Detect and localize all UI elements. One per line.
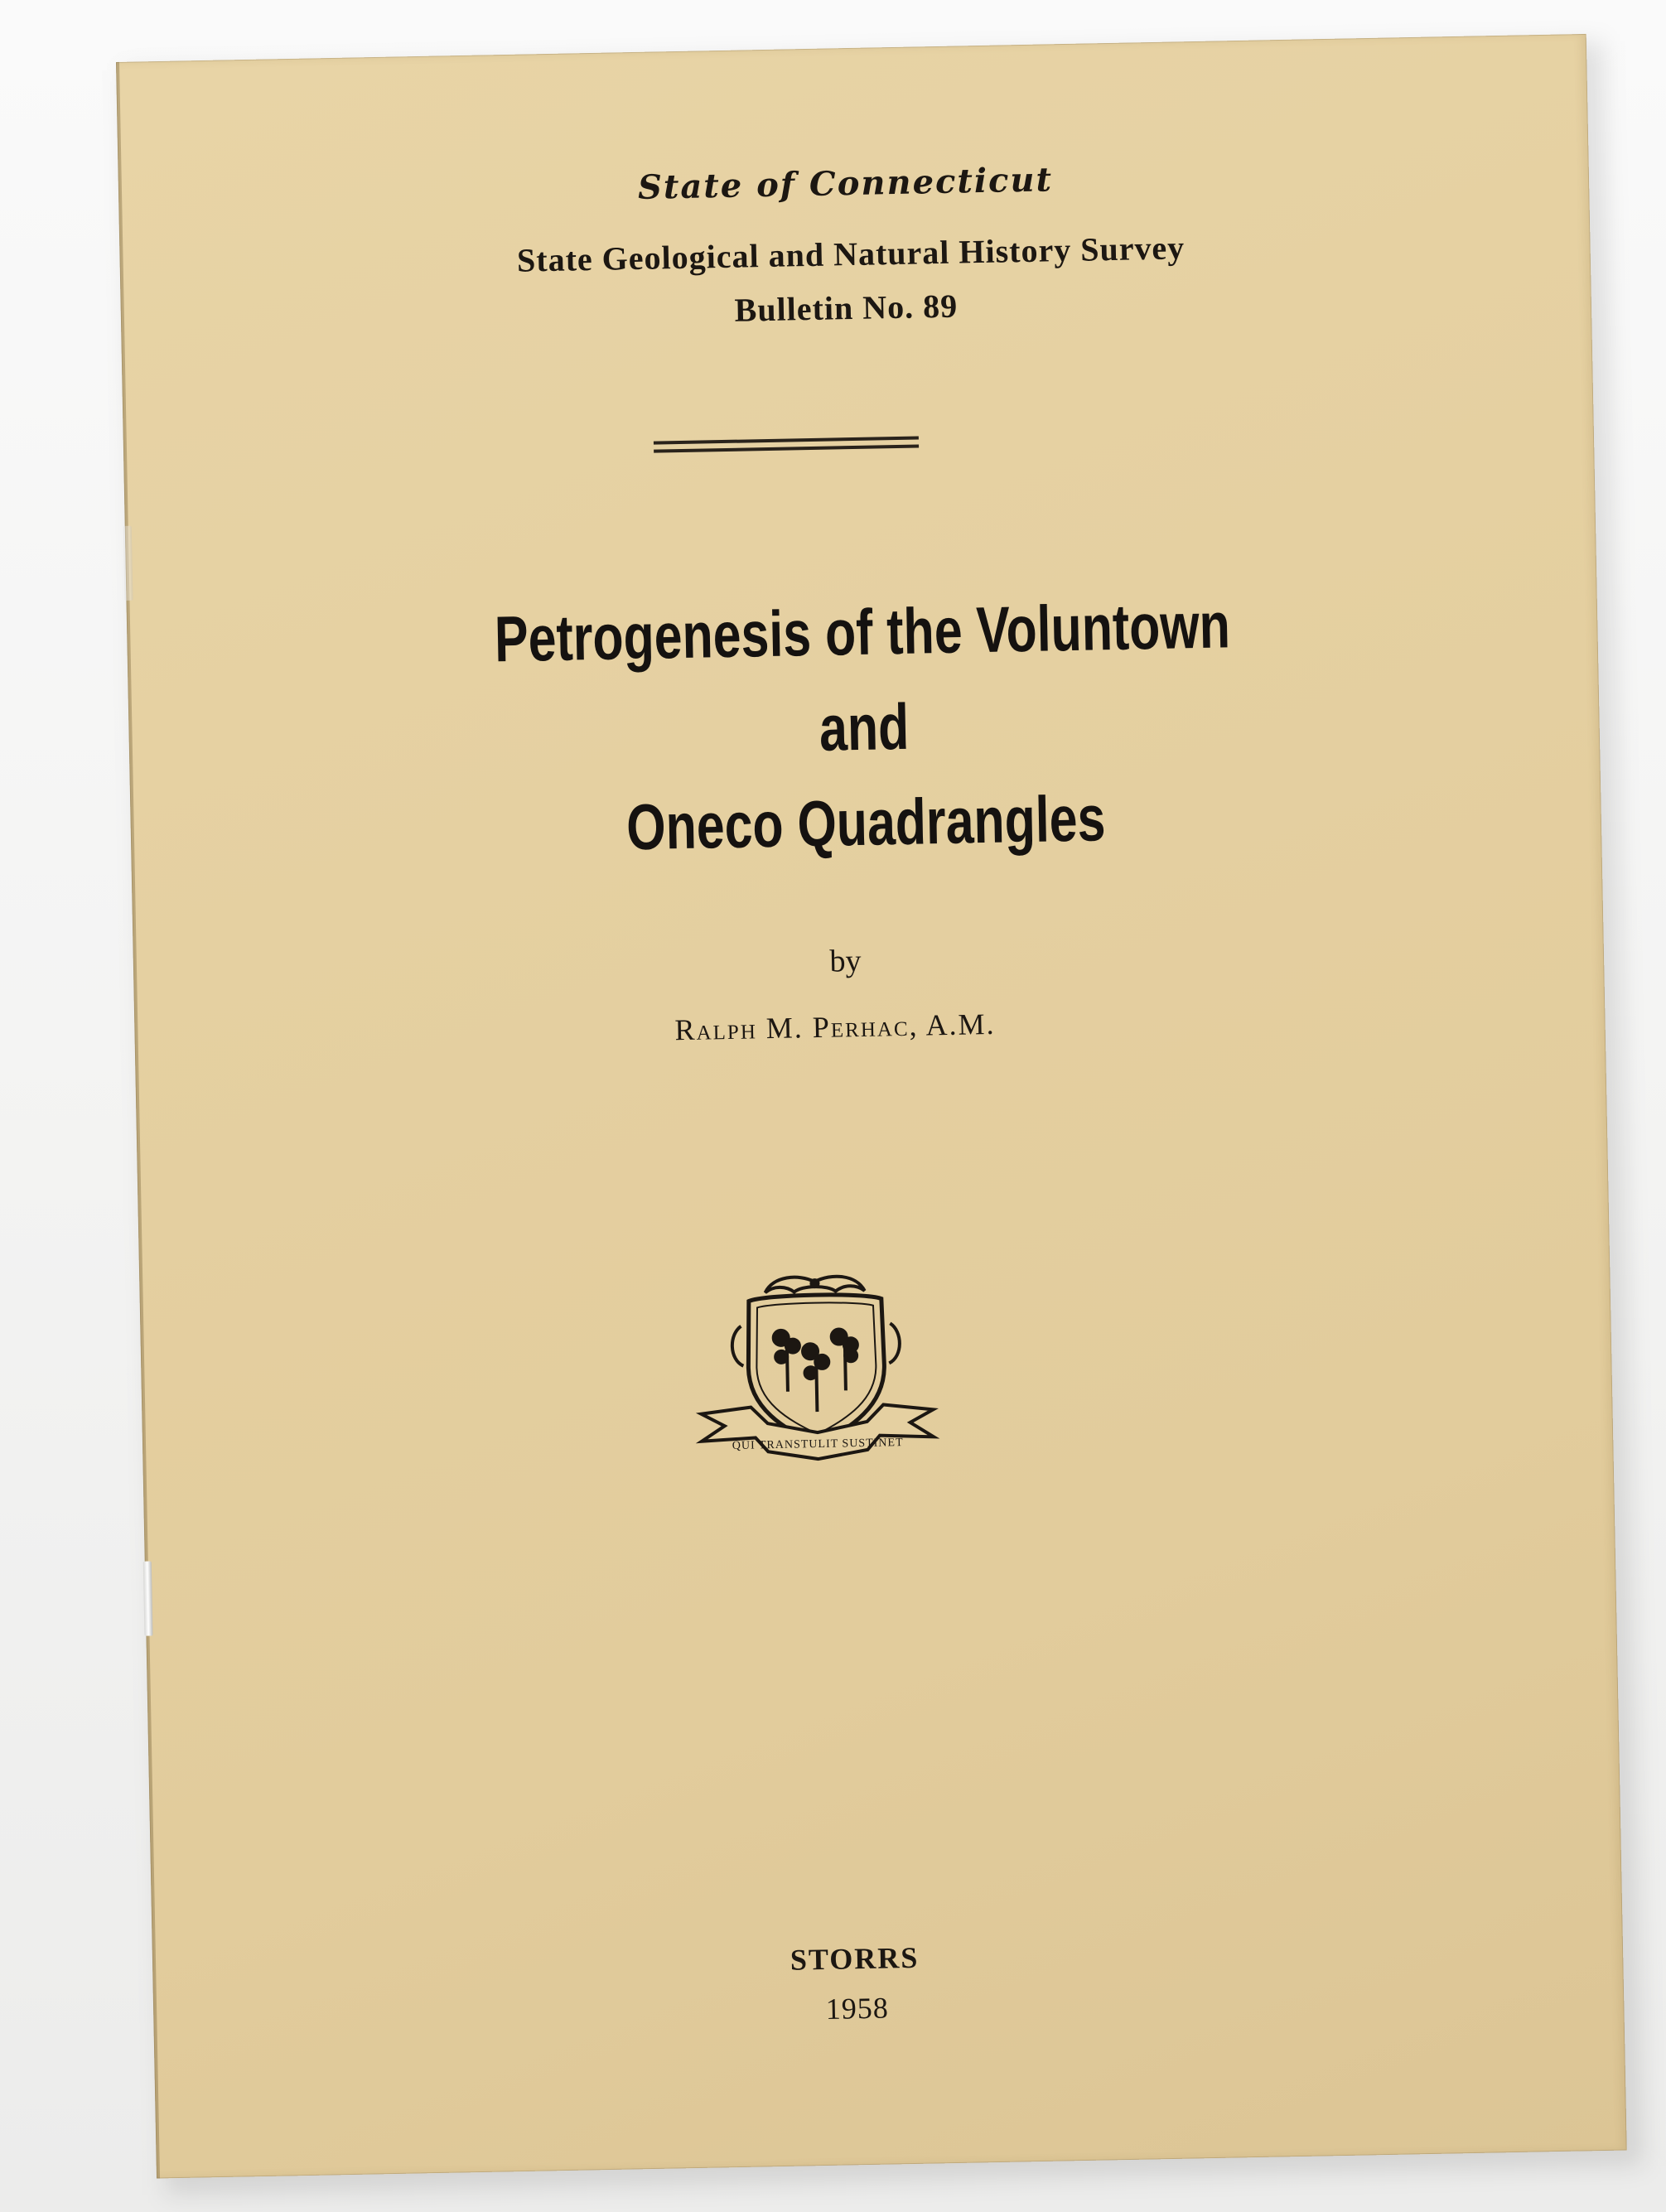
publication-place: STORRS: [790, 1940, 920, 1977]
title-line-2: and: [819, 689, 910, 765]
state-heading: State of Connecticut: [637, 160, 1054, 207]
double-rule-divider: [654, 436, 919, 452]
author-name: Ralph M. Perhac, A.M.: [674, 1007, 996, 1047]
title-line-3: Oneco Quadrangles: [625, 781, 1107, 864]
title-line-1: Petrogenesis of the Voluntown: [494, 588, 1231, 676]
connecticut-seal-icon: [690, 1264, 943, 1485]
survey-name: State Geological and Natural History Survey: [516, 229, 1186, 279]
booklet-cover: [116, 34, 1627, 2179]
svg-text:QUI TRANSTULIT SUSTINET: QUI TRANSTULIT SUSTINET: [732, 1437, 904, 1453]
cover-content: [116, 34, 1627, 2179]
publication-year: 1958: [825, 1991, 890, 2026]
bulletin-number: Bulletin No. 89: [734, 287, 959, 329]
byline-by: by: [829, 943, 862, 979]
